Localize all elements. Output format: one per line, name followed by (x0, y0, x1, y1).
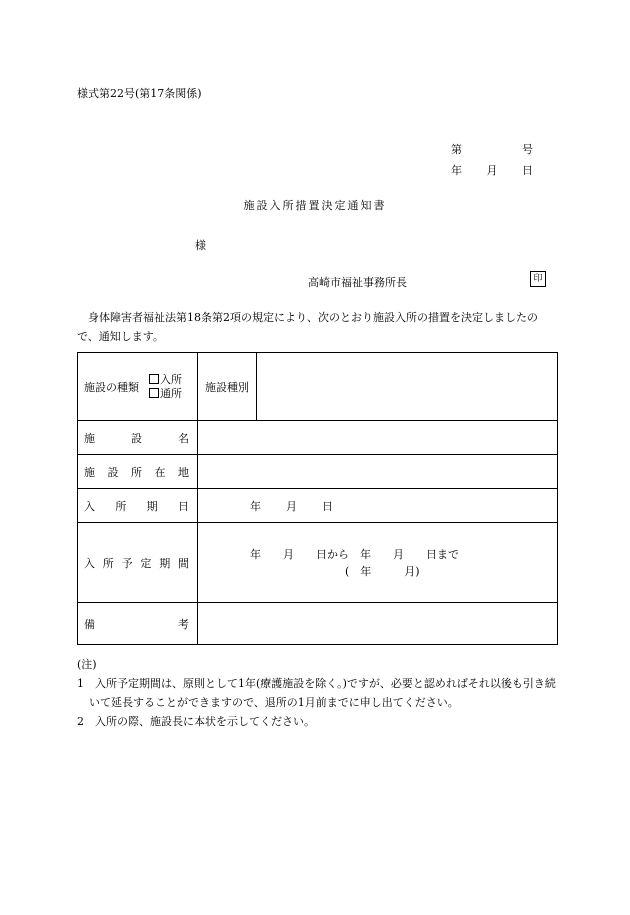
planned-period-value[interactable] (198, 523, 558, 603)
facility-name-label-cell (78, 421, 198, 455)
date-month: 月 (486, 164, 498, 177)
date-day: 日 (522, 164, 533, 177)
row-facility-name (78, 421, 558, 455)
form-table (77, 352, 558, 645)
facility-kind-cell (78, 353, 198, 421)
admission-day: 日 (322, 499, 333, 513)
label-char: 所 (131, 465, 142, 479)
body-text: 身体障害者福祉法第18条第2項の規定により、次のとおり施設入所の措置を決定しましたので、通知します。 (77, 311, 538, 343)
label-char: 在 (154, 465, 166, 479)
admission-year: 年 (250, 499, 261, 513)
facility-address-label-cell (78, 455, 198, 489)
number-suffix: 号 (522, 143, 533, 156)
planned-period-label-cell (78, 523, 198, 603)
label-char: 施 (84, 465, 95, 479)
label-char: 地 (178, 465, 189, 479)
label-char: 期 (159, 556, 171, 570)
label-char: 名 (178, 431, 189, 445)
planned-period-line1: 年 月 日から 年 月 日まで (250, 547, 459, 561)
note-item: 2 入所の際、施設長に本状を示してください。 (77, 715, 315, 728)
facility-type-value[interactable] (257, 353, 558, 421)
planned-period-line2: ( 年 月) (345, 564, 420, 578)
label-char: 所 (102, 556, 114, 570)
facility-type-label: 施設種別 (205, 380, 249, 394)
checkbox-icon[interactable] (149, 388, 159, 398)
note-item: 1 入所予定期間は、原則として1年(療護施設を除く。)ですが、必要と認めればそれ以後も引き続いて延長することができますので、退所の1月前までに申し出てください。 (77, 677, 556, 709)
admission-date-value[interactable] (198, 489, 558, 523)
facility-type-label-cell (198, 353, 257, 421)
number-prefix: 第 (451, 143, 462, 156)
label-char: 予 (121, 556, 133, 570)
document-number-line (451, 141, 533, 157)
label-char: 入 (84, 556, 95, 570)
check-commute-label: 通所 (160, 386, 182, 400)
sender-name: 高崎市福祉事務所長 (308, 276, 407, 289)
label-char: 日 (177, 499, 189, 513)
row-facility-address (78, 455, 558, 489)
form-number: 様式第22号(第17条関係) (77, 87, 202, 100)
admission-date-label-cell (78, 489, 198, 523)
label-char: 考 (178, 617, 189, 631)
checkbox-icon[interactable] (149, 374, 159, 384)
facility-address-value[interactable] (198, 455, 558, 489)
admission-month: 月 (286, 499, 297, 513)
facility-name-value[interactable] (198, 421, 558, 455)
remarks-value[interactable] (198, 603, 558, 645)
label-char: 期 (146, 499, 158, 513)
notes-header: (注) (77, 658, 97, 671)
remarks-label-cell (78, 603, 198, 645)
date-year: 年 (451, 164, 462, 177)
row-admission-date (78, 489, 558, 523)
row-planned-period (78, 523, 558, 603)
label-char: 間 (177, 556, 189, 570)
notes (77, 655, 557, 731)
label-char: 所 (115, 499, 127, 513)
issue-date-line (451, 162, 533, 178)
check-admission-label: 入所 (160, 372, 182, 386)
seal-mark: 印 (530, 271, 546, 287)
addressee-suffix: 様 (195, 239, 206, 252)
label-char: 備 (84, 617, 95, 631)
check-admission[interactable] (149, 373, 182, 387)
label-char: 設 (107, 465, 119, 479)
facility-kind-label: 施設の種類 (84, 380, 139, 394)
document-title: 施設入所措置決定通知書 (243, 199, 387, 212)
label-char: 入 (84, 499, 95, 513)
label-char: 施 (84, 431, 95, 445)
label-char: 設 (131, 431, 142, 445)
check-commute[interactable] (149, 387, 182, 401)
row-facility-kind (78, 353, 558, 421)
label-char: 定 (140, 556, 152, 570)
row-remarks (78, 603, 558, 645)
